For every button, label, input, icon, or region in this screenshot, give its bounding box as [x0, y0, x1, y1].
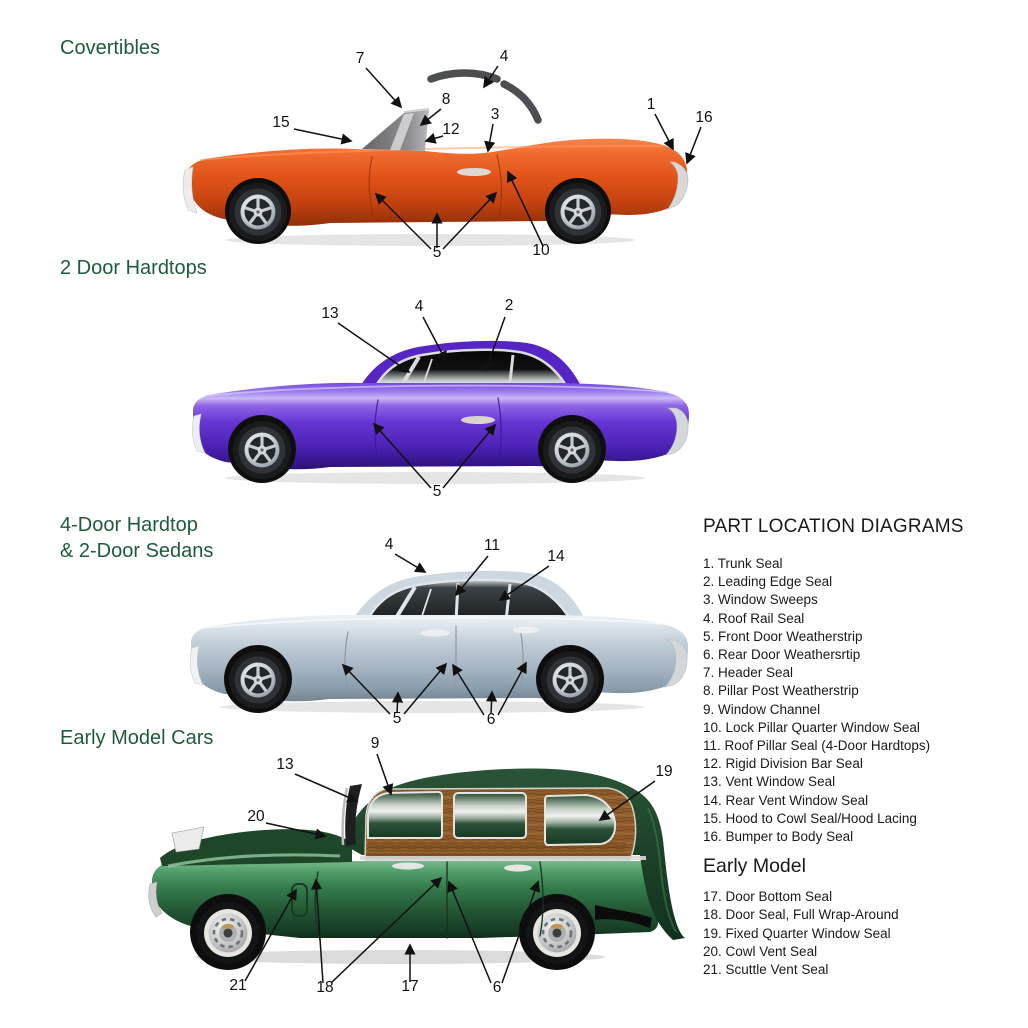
legend-item: 19. Fixed Quarter Window Seal — [703, 925, 891, 941]
legend-item: 6. Rear Door Weathersrtip — [703, 647, 861, 663]
callout-number: 10 — [532, 242, 550, 259]
hardtop-door-handle — [461, 416, 495, 424]
legend-item: 1. Trunk Seal — [703, 556, 783, 571]
callout-number: 4 — [414, 298, 424, 315]
callout-number: 16 — [695, 109, 713, 126]
callout-number: 7 — [355, 50, 365, 67]
callout-number: 8 — [441, 91, 451, 108]
callout-number: 13 — [276, 756, 294, 773]
callout-number: 5 — [392, 710, 402, 727]
callout-number: 3 — [490, 106, 500, 123]
legend-item: 17. Door Bottom Seal — [703, 889, 833, 905]
legend-panel — [703, 516, 1023, 979]
section-title-convertibles: Covertibles — [60, 37, 161, 59]
wagon-front-window — [368, 792, 442, 838]
callout-number: 18 — [316, 979, 334, 996]
wagon-middle-window — [454, 793, 526, 838]
callout-number: 13 — [321, 305, 339, 322]
legend-item: 10. Lock Pillar Quarter Window Seal — [703, 719, 920, 735]
legend-item: 12. Rigid Division Bar Seal — [703, 756, 863, 772]
callout-number: 19 — [655, 763, 673, 780]
section-title-early-model-cars: Early Model Cars — [60, 727, 214, 749]
four-door-sedan-illustration — [190, 571, 688, 713]
legend-item: 5. Front Door Weatherstrip — [703, 628, 863, 644]
sedan-rear-door-handle — [513, 627, 539, 634]
legend-title: PART LOCATION DIAGRAMS — [703, 516, 964, 537]
callout-number: 14 — [547, 548, 565, 565]
legend-item: 2. Leading Edge Seal — [703, 574, 833, 590]
legend-item: 14. Rear Vent Window Seal — [703, 792, 869, 808]
callout-number: 6 — [492, 979, 502, 996]
callout-number: 5 — [432, 483, 442, 500]
legend-item: 7. Header Seal — [703, 665, 794, 681]
callout-number: 17 — [401, 978, 419, 995]
callout-number: 15 — [272, 114, 290, 131]
legend-item: 8. Pillar Post Weatherstrip — [703, 683, 859, 699]
callout-number: 11 — [483, 537, 501, 554]
callout-number: 5 — [432, 244, 442, 261]
section-title-2-door-hardtops: 2 Door Hardtops — [60, 257, 207, 279]
section-title-4-door-line1: 4-Door Hardtop — [60, 514, 198, 536]
legend-item: 11. Roof Pillar Seal (4-Door Hardtops) — [703, 738, 931, 754]
callout-number: 21 — [229, 977, 247, 994]
wagon-quarter-window — [545, 795, 615, 845]
legend-item: 4. Roof Rail Seal — [703, 610, 805, 626]
callout-number: 20 — [247, 808, 265, 825]
callout-number: 2 — [504, 297, 514, 314]
legend-item: 18. Door Seal, Full Wrap-Around — [703, 907, 899, 923]
callout-number: 1 — [646, 96, 656, 113]
wagon-rear-door-handle — [504, 865, 532, 872]
sedan-front-door-handle — [420, 630, 450, 637]
callout-number: 4 — [384, 536, 394, 553]
legend-item: 15. Hood to Cowl Seal/Hood Lacing — [703, 810, 917, 826]
legend-item-list — [703, 555, 1023, 846]
convertible-illustration — [183, 73, 688, 246]
legend-item: 13. Vent Window Seal — [703, 774, 836, 790]
legend-item: 3. Window Sweeps — [703, 592, 818, 608]
early-model-subtitle: Early Model — [703, 855, 806, 878]
wagon-front-door-handle — [392, 863, 424, 870]
callout-number: 12 — [442, 121, 460, 138]
legend-item: 16. Bumper to Body Seal — [703, 829, 854, 845]
wagon-windshield — [172, 827, 204, 852]
callout-number: 9 — [370, 735, 380, 752]
two-door-hardtop-illustration — [192, 341, 689, 484]
early-model-item-list — [703, 888, 1023, 979]
legend-item: 9. Window Channel — [703, 701, 821, 717]
convertible-door-handle — [457, 168, 491, 176]
callout-number: 6 — [486, 711, 496, 728]
early-model-wagon-illustration — [149, 769, 685, 970]
callout-number: 4 — [499, 48, 509, 65]
legend-item: 21. Scuttle Vent Seal — [703, 962, 829, 978]
section-title-4-door-line2: & 2-Door Sedans — [60, 540, 214, 562]
legend-item: 20. Cowl Vent Seal — [703, 943, 818, 959]
